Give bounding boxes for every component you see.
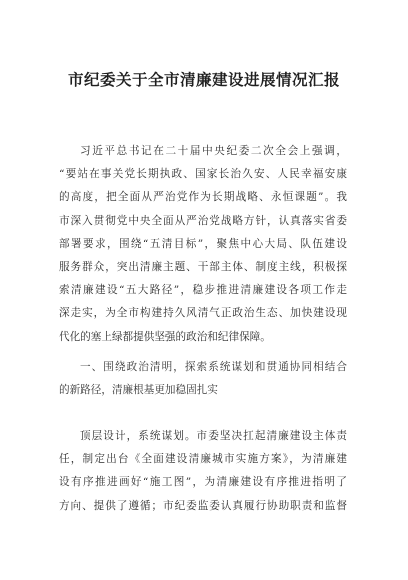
text-line: “要站在事关党长期执政、国家长治久安、人民幸福安康 [59, 168, 347, 181]
text-line: 习近平总书记在二十届中央纪委二次全会上强调， [80, 145, 347, 157]
text-line: 顶层设计，系统谋划。市委坚决扛起清廉建设主体责 [80, 430, 347, 442]
paragraph-intro [59, 140, 347, 349]
section-heading-1 [59, 356, 347, 402]
text-line: 任，制定出台《全面建设清廉城市实施方案》，为清廉建 [59, 453, 347, 466]
paragraph-top-level-design [59, 425, 347, 518]
text-line: 设有序推进画好“施工图”，为清廉建设有序推进指明了 [59, 476, 347, 489]
text-line: 市深入贯彻党中央全面从严治党战略方针，认真落实省委 [59, 214, 347, 227]
text-line: 方向、提供了遵循；市纪委监委认真履行协助职责和监督 [59, 499, 347, 512]
text-line: 深走实，为全市构建持久风清气正政治生态、加快建设现 [59, 307, 347, 320]
text-line: 部署要求，围绕“五清目标”，聚焦中心大局、队伍建设 [59, 237, 347, 250]
text-line: 的高度，把全面从严治党作为长期战略、永恒课题”。我 [59, 191, 347, 204]
text-line: 索清廉建设“五大路径”，稳步推进清廉建设各项工作走 [59, 284, 347, 297]
text-line: 的新路径，清廉根基更加稳固扎实 [59, 384, 218, 397]
text-line: 代化的塞上绿都提供坚强的政治和纪律保障。 [59, 330, 271, 343]
document-title: 市纪委关于全市清廉建设进展情况汇报 [67, 70, 340, 89]
text-line: 服务群众，突出清廉主题、干部主体、制度主线，积极探 [59, 260, 347, 273]
text-line: 一、围绕政治清明，探索系统谋划和贯通协同相结合 [80, 361, 347, 373]
